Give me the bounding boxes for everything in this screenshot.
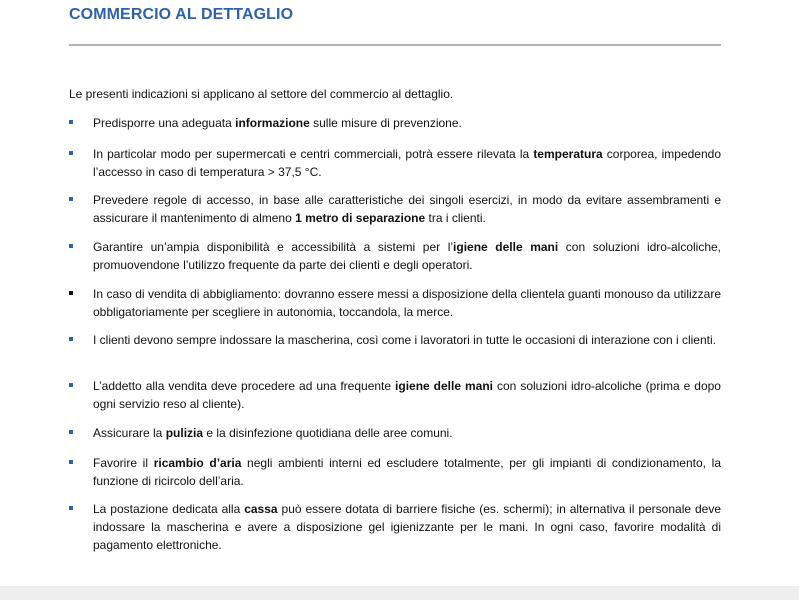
list-item (69, 145, 721, 181)
list-item-text (93, 454, 721, 490)
text-segment: In caso di vendita di abbigliamento: dovranno essere messi a disposizione della clientela guanti monouso da utilizzare obbligatoriamente per scegliere in autonomia, toccandola, la merce. (93, 287, 721, 319)
text-segment: e la disinfezione quotidiana delle aree comuni. (203, 426, 453, 440)
list-item (69, 191, 721, 227)
text-segment: In particolar modo per supermercati e centri commerciali, potrà essere rilevata la (93, 147, 534, 161)
bullet-icon (69, 337, 73, 341)
list-item (69, 331, 721, 349)
text-segment: negli ambienti interni ed escludere totalmente, per gli impianti di condizionamento, la funzione di ricircolo dell’aria. (93, 456, 721, 488)
list-item-text (93, 500, 721, 554)
emphasis-text: pulizia (165, 426, 204, 440)
section-heading: COMMERCIO AL DETTAGLIO (69, 6, 294, 23)
text-segment: La postazione dedicata alla (93, 502, 245, 516)
list-item-text (93, 377, 721, 413)
list-item-text (93, 285, 721, 321)
text-segment: Prevedere regole di accesso, in base alle caratteristiche dei singoli esercizi, in modo da evitare assembramenti e assicurare il mantenimento di almeno (93, 193, 721, 225)
bullet-icon (69, 151, 73, 155)
text-segment: L’addetto alla vendita deve procedere ad una frequente (93, 379, 396, 393)
list-item (69, 114, 721, 132)
text-segment: Favorire il (93, 456, 154, 470)
bullet-icon (69, 383, 73, 387)
text-segment: I clienti devono sempre indossare la mascherina, così come i lavoratori in tutte le occasioni di interazione con i clienti. (93, 333, 716, 347)
emphasis-text: informazione (235, 116, 310, 130)
list-item (69, 454, 721, 490)
text-segment: sulle misure di prevenzione. (309, 116, 462, 130)
list-item-text (93, 238, 721, 274)
heading-divider (69, 44, 721, 46)
text-segment: può essere dotata di barriere fisiche (es. schermi); in alternativa il personale deve indossare la mascherina e avere a disposizione gel igienizzante per le mani. In ogni caso, favorire modalità di pagamento elettroniche. (93, 502, 721, 552)
intro-paragraph: Le presenti indicazioni si applicano al settore del commercio al dettaglio. (69, 87, 454, 101)
text-segment: con soluzioni idro-alcoliche (prima e dopo ogni servizio reso al cliente). (93, 379, 721, 411)
bullet-icon (69, 244, 73, 248)
emphasis-text: igiene delle mani (395, 379, 494, 393)
text-segment: Garantire un’ampia disponibilità e accessibilità a sistemi per l’ (93, 240, 454, 254)
emphasis-text: ricambio d’aria (153, 456, 242, 470)
list-item (69, 500, 721, 554)
list-item-text (93, 424, 721, 442)
text-segment: tra i clienti. (425, 211, 486, 225)
bullet-icon (69, 430, 73, 434)
bullet-icon (69, 460, 73, 464)
list-item-text (93, 191, 721, 227)
text-segment: corporea, impedendo l’accesso in caso di temperatura > 37,5 °C. (93, 147, 721, 179)
list-item (69, 424, 721, 442)
list-item (69, 377, 721, 413)
text-segment: Assicurare la (93, 426, 166, 440)
emphasis-text: 1 metro di separazione (295, 211, 426, 225)
bullet-icon (69, 197, 73, 201)
emphasis-text: temperatura (533, 147, 603, 161)
list-item (69, 285, 721, 321)
text-segment: con soluzioni idro-alcoliche, promuovendone l’utilizzo frequente da parte dei clienti e degli operatori. (93, 240, 722, 272)
list-item-text (93, 331, 721, 349)
text-segment: Predisporre una adeguata (93, 116, 236, 130)
emphasis-text: igiene delle mani (453, 240, 559, 254)
emphasis-text: cassa (244, 502, 278, 516)
bullet-icon (69, 506, 73, 510)
bullet-icon (69, 291, 73, 295)
list-item (69, 238, 721, 274)
list-item-text (93, 114, 721, 132)
bullet-icon (69, 120, 73, 124)
list-item-text (93, 145, 721, 181)
page-bottom-margin (0, 586, 799, 600)
